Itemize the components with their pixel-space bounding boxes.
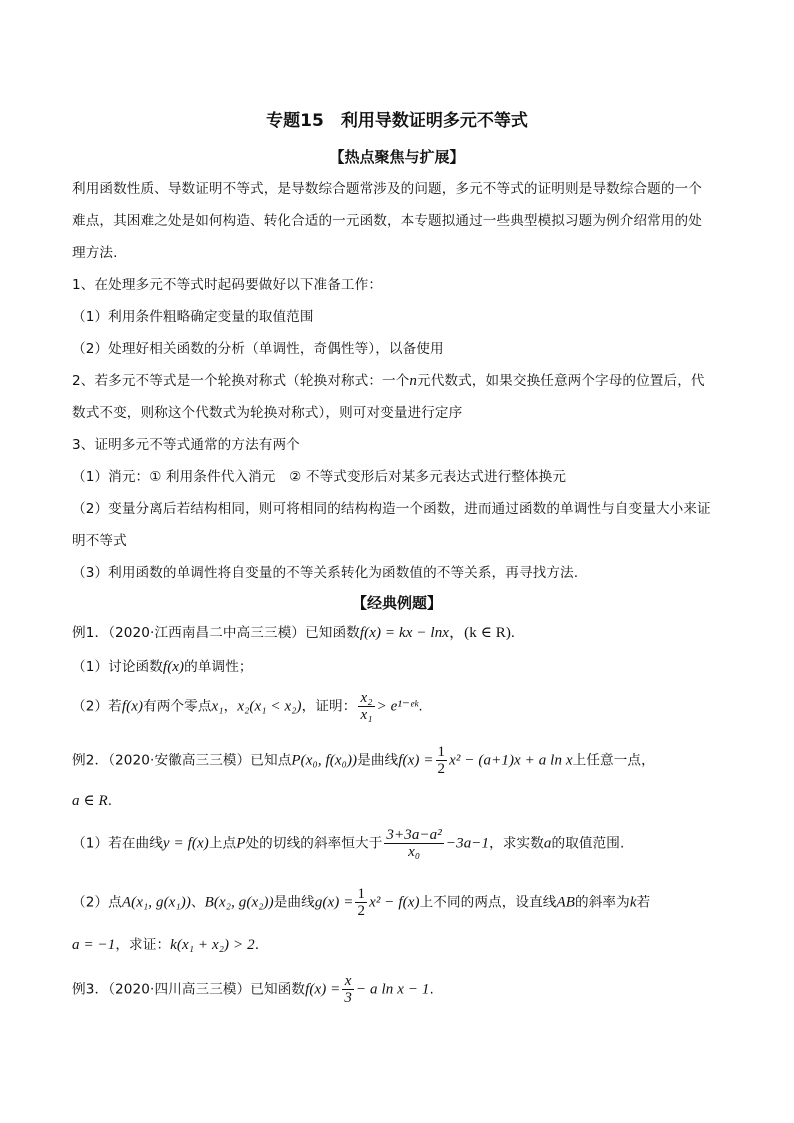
example-2-question-2-cont bbox=[72, 933, 259, 954]
half-numerator: 1 bbox=[437, 744, 446, 760]
point-3-item-3: （3）利用函数的单调性将自变量的不等关系转化为函数值的不等关系，再寻找方法. bbox=[72, 565, 579, 581]
q2-fraction-numerator: x₂ bbox=[360, 690, 373, 706]
variable-n: n bbox=[409, 373, 418, 389]
example-1-heading: 例1．（2020·江西南昌二中高三三模）已知函数 bbox=[72, 625, 360, 641]
a-in-R: a ∈ R bbox=[72, 793, 108, 809]
q2-function: f(x) bbox=[121, 698, 144, 715]
q2-inequality-rhs: > e¹⁻ᵉᵏ bbox=[376, 698, 419, 715]
q1-text-c: 处的切线的斜率恒大于 bbox=[245, 835, 383, 852]
q2-point-A: A(x₁, g(x₁)) bbox=[121, 894, 191, 911]
point-3-heading: 3、证明多元不等式通常的方法有两个 bbox=[72, 437, 300, 453]
point-2-line-2: 数式不变，则称这个代数式为轮换对称式），则可对变量进行定序 bbox=[72, 405, 463, 421]
point-2-text-b: 元代数式，如果交换任意两个字母的位置后，代 bbox=[417, 373, 705, 389]
q2-half-numerator: 1 bbox=[357, 886, 366, 902]
q1-text: （1）讨论函数 bbox=[72, 659, 163, 675]
example-2-statement bbox=[72, 744, 655, 777]
q1-point-P: P bbox=[236, 835, 246, 852]
example-1-question-1 bbox=[72, 655, 253, 676]
q2-condition: a = −1 bbox=[72, 937, 116, 953]
example-2-tail: 上任意一点， bbox=[572, 752, 655, 769]
q2-text: （2）点 bbox=[72, 894, 122, 911]
q2-comma: ， bbox=[223, 698, 238, 715]
q1-curve: y = f(x) bbox=[162, 835, 209, 852]
example-2-half bbox=[436, 744, 448, 777]
q2-fraction-denominator: x₁ bbox=[360, 707, 373, 723]
q2-half-denominator: 2 bbox=[357, 903, 366, 919]
example-3-numerator: x bbox=[342, 973, 354, 990]
q1-denominator: x₀ bbox=[408, 844, 421, 860]
intro-line-2: 难点，其困难之处是如何构造、转化合适的一元函数，本专题拟通过一些典型模拟习题为例介绍常用的处 bbox=[72, 213, 702, 229]
q2-sep: 、 bbox=[190, 894, 205, 911]
point-1-item-2: （2）处理好相关函数的分析（单调性，奇偶性等），以备使用 bbox=[72, 341, 444, 357]
q2-line-AB: AB bbox=[556, 894, 576, 911]
q2-gx: g(x) = bbox=[314, 894, 354, 911]
example-3-heading: 例3．（2020·四川高三三模）已知函数 bbox=[72, 981, 306, 998]
intro-line-3: 理方法. bbox=[72, 245, 118, 261]
example-2-fx: f(x) = bbox=[398, 752, 434, 769]
example-2-param bbox=[72, 791, 112, 810]
q2-point-B: B(x₂, g(x₂)) bbox=[204, 894, 274, 911]
q1-text: （1）若在曲线 bbox=[72, 835, 163, 852]
example-3-period: . bbox=[429, 981, 434, 998]
q2-half bbox=[355, 886, 367, 919]
point-2-line-1 bbox=[72, 369, 705, 390]
point-3-item-2-line-1: （2）变量分离后若结构相同，则可将相同的结构构造一个函数，进而通过函数的单调性与自变量大小来证 bbox=[72, 501, 711, 517]
q1-function: f(x) bbox=[162, 659, 185, 675]
q1-text-e: 的取值范围. bbox=[551, 835, 625, 852]
q1-numerator: 3+3a−a² bbox=[386, 827, 442, 843]
section-heading-examples: 【经典例题】 bbox=[351, 594, 442, 612]
example-3-denominator: 3 bbox=[344, 990, 352, 1006]
intro-line-1: 利用函数性质、导数证明不等式，是导数综合题常涉及的问题，多元不等式的证明则是导数综合题的一个 bbox=[72, 181, 702, 197]
q1-text-end: 的单调性； bbox=[184, 659, 253, 675]
section-heading-focus: 【热点聚焦与扩展】 bbox=[329, 148, 465, 166]
example-2-question-1 bbox=[72, 827, 624, 860]
q1-var-a: a bbox=[543, 835, 552, 852]
q2-period: . bbox=[418, 698, 423, 715]
q2-zero-2: x₂(x₁ < x₂) bbox=[237, 698, 302, 715]
point-1-heading: 1、在处理多元不等式时起码要做好以下准备工作： bbox=[72, 277, 383, 293]
point-3-item-1: （1）消元：① 利用条件代入消元 ② 不等式变形后对某多元表达式进行整体换元 bbox=[72, 469, 567, 485]
q2-text-d: 的斜率为 bbox=[575, 894, 630, 911]
q2-fraction bbox=[358, 690, 374, 723]
q1-text-d: ，求实数 bbox=[489, 835, 544, 852]
q2-gx-rest: x² − f(x) bbox=[369, 894, 420, 911]
q2-zero-1: x₁ bbox=[211, 698, 224, 715]
example-2-point: P(x₀, f(x₀)) bbox=[291, 752, 358, 769]
example-2-question-2 bbox=[72, 886, 650, 919]
example-3-rest: − a ln x − 1 bbox=[355, 981, 430, 998]
q2-text-e: 若 bbox=[636, 894, 651, 911]
point-2-text-a: 2、若多元不等式是一个轮换对称式（轮换对称式：一个 bbox=[72, 373, 410, 389]
example-1-question-2 bbox=[72, 690, 423, 723]
q2-prove-text: ，证明： bbox=[301, 698, 357, 715]
a-in-R-period: . bbox=[107, 793, 113, 809]
example-3-fx: f(x) = bbox=[305, 981, 341, 998]
point-3-item-2-line-2: 明不等式 bbox=[72, 533, 127, 549]
page-title: 专题15 利用导数证明多元不等式 bbox=[266, 111, 528, 131]
example-1-condition: ，(k ∈ R). bbox=[449, 625, 515, 641]
q1-text-b: 上点 bbox=[208, 835, 237, 852]
q1-fraction bbox=[384, 827, 443, 860]
q2-slope-k: k bbox=[629, 894, 637, 911]
example-2-fx-rest: x² − (a+1)x + a ln x bbox=[449, 752, 573, 769]
example-3-fraction bbox=[342, 973, 354, 1006]
q2-text: （2）若 bbox=[72, 698, 122, 715]
q2-text-zeros: 有两个零点 bbox=[143, 698, 212, 715]
example-1-statement bbox=[72, 621, 515, 642]
q1-rest: −3a−1 bbox=[445, 835, 490, 852]
half-denominator: 2 bbox=[437, 761, 446, 777]
example-2-heading: 例2．（2020·安徽高三三模）已知点 bbox=[72, 752, 292, 769]
point-1-item-1: （1）利用条件粗略确定变量的取值范围 bbox=[72, 309, 314, 325]
example-3-statement bbox=[72, 973, 434, 1006]
q2-period: . bbox=[254, 937, 260, 953]
q2-inequality: k(x₁ + x₂) > 2 bbox=[170, 937, 255, 953]
q2-text-b: 是曲线 bbox=[273, 894, 315, 911]
example-2-text: 是曲线 bbox=[357, 752, 399, 769]
q2-prove-text: ，求证： bbox=[115, 937, 171, 953]
q2-text-c: 上不同的两点，设直线 bbox=[419, 894, 557, 911]
example-1-function: f(x) = kx − lnx bbox=[359, 625, 450, 641]
